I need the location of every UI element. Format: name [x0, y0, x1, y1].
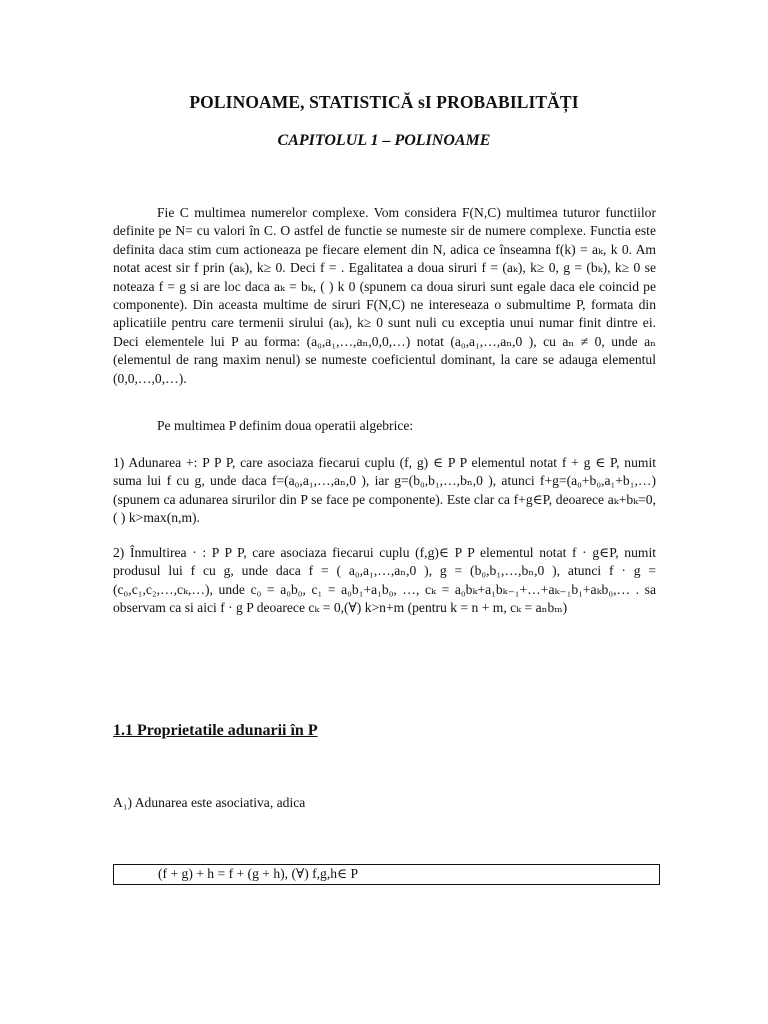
section-heading: 1.1 Proprietatile adunarii în P	[113, 722, 318, 739]
chapter-title: CAPITOLUL 1 – POLINOAME	[277, 132, 491, 149]
paragraph-operations-text: Pe multimea P definim doua operatii algebrice:	[157, 418, 414, 433]
paragraph-addition: 1) Adunarea +: P P P, care asociaza fiecarui cuplu (f, g) ∈ P P elementul notat f + g ∈ P, numit suma lui f cu g, unde daca f=(a₀,a₁,…,aₙ,0 ), iar g=(b₀,b₁,…,bₙ,0 ), atunci f+g=(a₀+b₀,a₁+b₁,…) (spunem ca adunarea sirurilor din P se face pe componente). Este clar ca f+g∈P, deoarece aₖ+bₖ=0,( ) k>max(n,m).	[113, 455, 656, 526]
document-title: POLINOAME, STATISTICĂ sI PROBABILITĂȚI	[189, 92, 579, 112]
paragraph-multiplication: 2) Înmultirea · : P P P, care asociaza fiecarui cuplu (f,g)∈ P P elementul notat f · g∈P, numit produsul lui f cu g, unde daca f = ( a₀,a₁,…,aₙ,0 ), g = (b₀,b₁,…,bₙ,0 ), atunci f · g = (c₀,c₁,c₂,…,cₖ,…), unde c₀ = a₀b₀, c₁ = a₀b₁+a₁b₀, …, cₖ = a₀bₖ+a₁bₖ₋₁+…+aₖ₋₁b₁+aₖb₀,… . sa observam ca si aici f · g P deoarece cₖ = 0,(∀) k>n+m (pentru k = n + m, cₖ = aₙbₘ)	[113, 545, 656, 616]
paragraph-intro	[113, 204, 656, 388]
formula-box	[113, 864, 660, 885]
formula-text: (f + g) + h = f + (g + h), (∀) f,g,h∈ P	[158, 866, 359, 881]
paragraph-operations	[113, 417, 656, 435]
item-a1: A₁) Adunarea este asociativa, adica	[113, 795, 306, 810]
paragraph-intro-text: Fie C multimea numerelor complexe. Vom considera F(N,C) multimea tuturor functiilor definite pe N= cu valori în C. O astfel de functie se numeste sir de numere complexe. Functia este definita daca stim cum actioneaza pe fiecare element din N, adica ce înseamna f(k) = aₖ, k 0. Am notat acest sir f prin (aₖ), k≥ 0. Deci f = . Egalitatea a doua siruri f = (aₖ), k≥ 0, g = (bₖ), k≥ 0 se noteaza f = g si are loc daca aₖ = bₖ, ( ) k 0 (spunem ca doua siruri sunt egale daca ele coincid pe componente). Din aceasta multime de siruri F(N,C) ne intereseaza o submultime P, formata din aplicatiile pentru care termenii sirului (aₖ), k≥ 0 sunt nuli cu exceptia unui numar finit dintre ei. Deci elementele lui P au forma: (a₀,a₁,…,aₙ,0,0,…) notat (a₀,a₁,…,aₙ,0 ), cu aₙ ≠ 0, unde aₙ (elementul de rang maxim nenul) se numeste coeficientul dominant, la care se adauga elementul (0,0,…,0,…).	[113, 205, 656, 386]
